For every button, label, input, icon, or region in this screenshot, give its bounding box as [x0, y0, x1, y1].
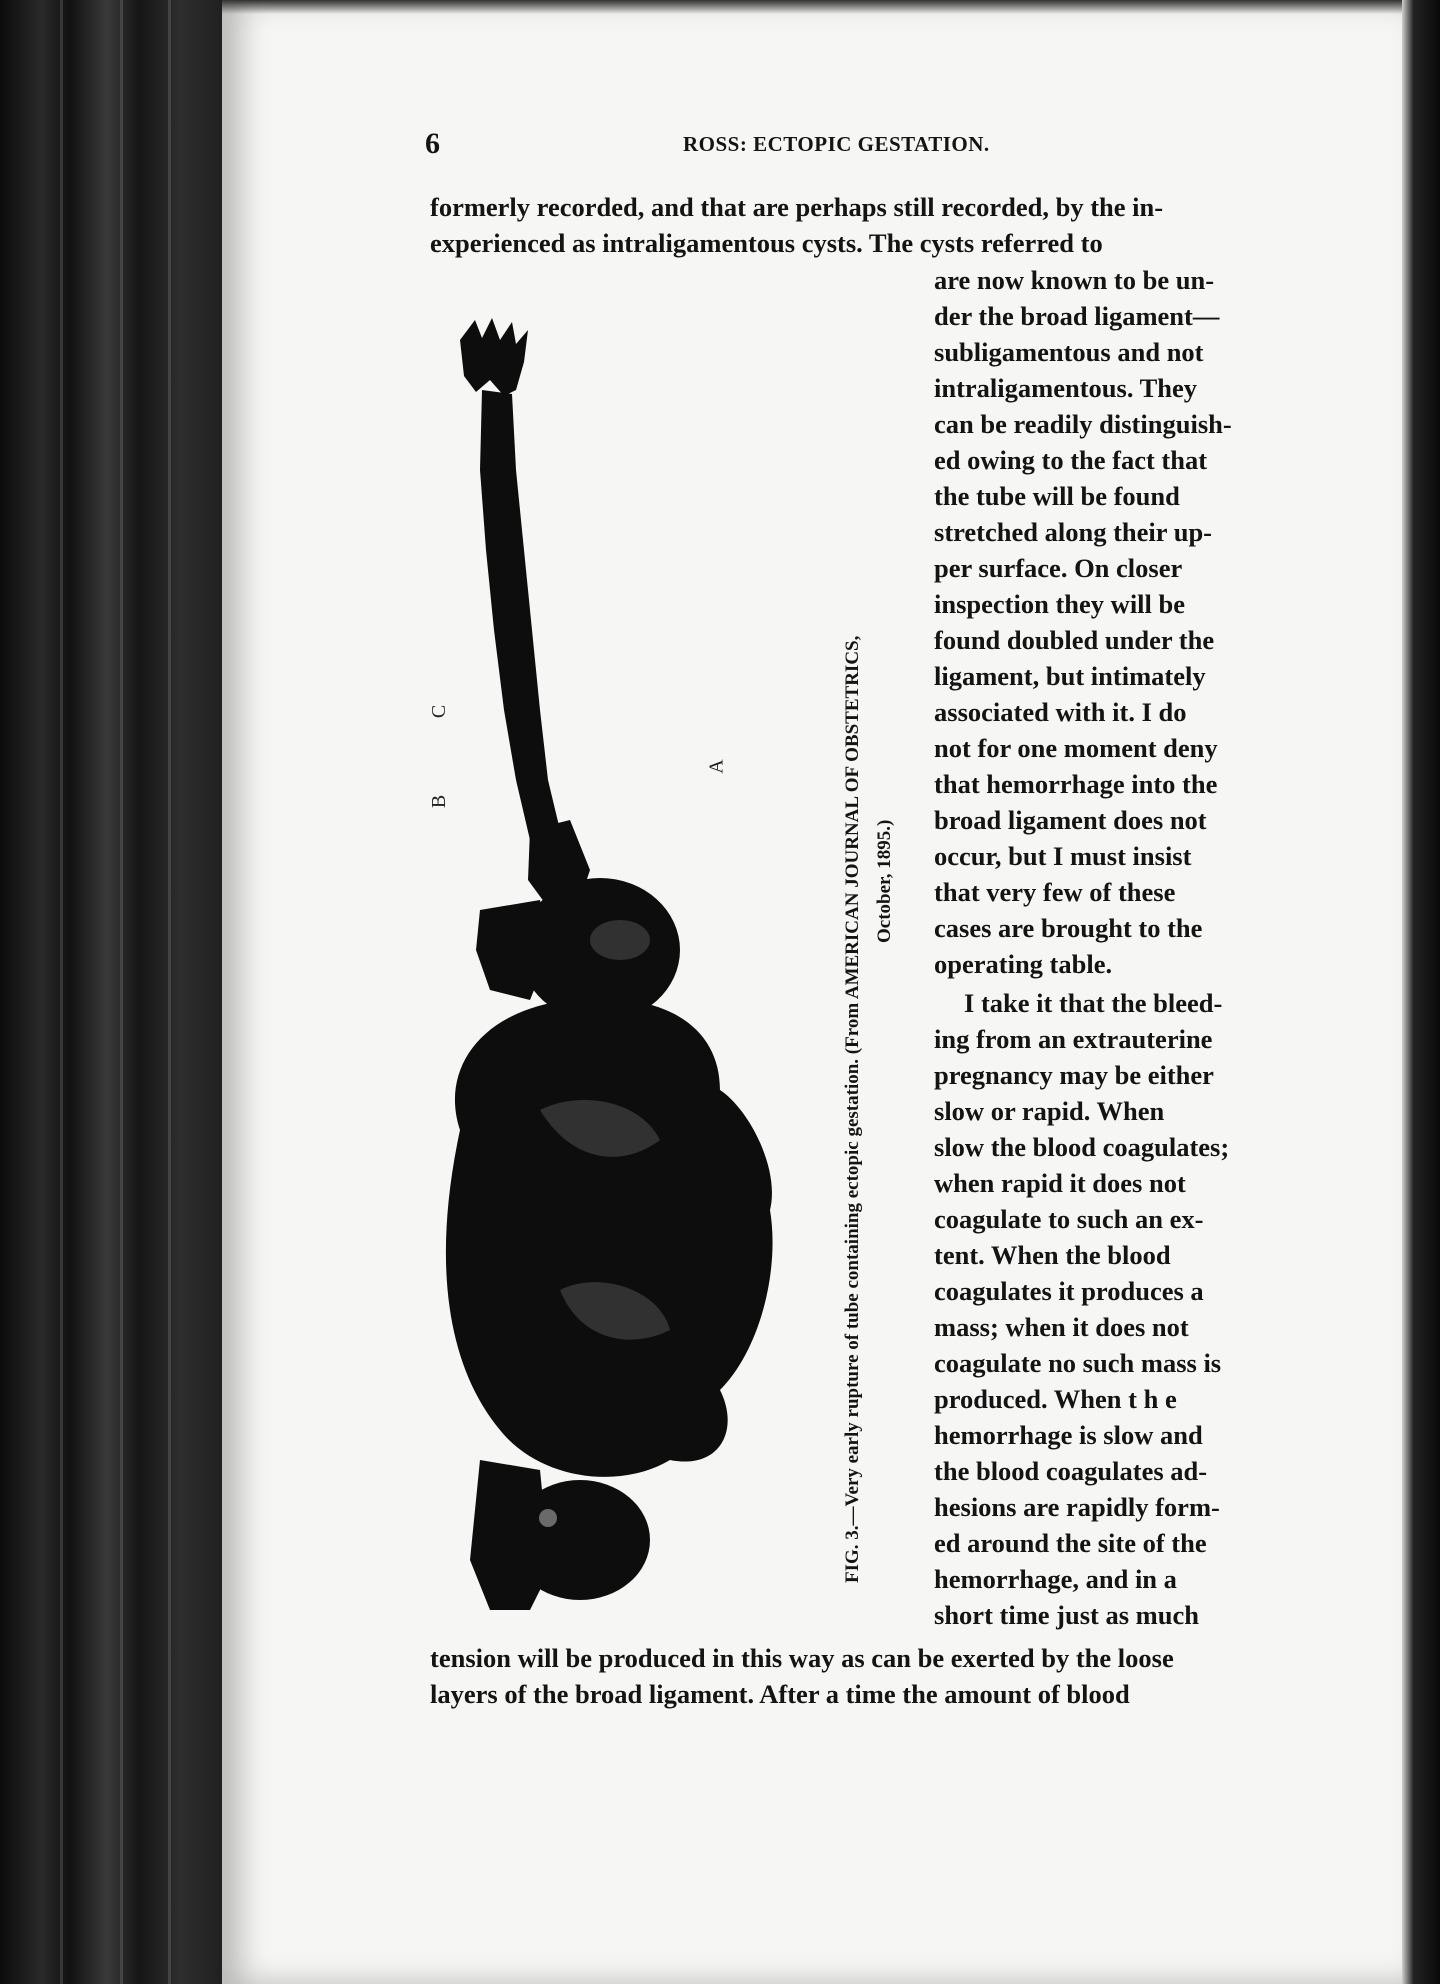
column-line: ing from an extrauterine: [934, 1024, 1213, 1054]
column-line: coagulates it produces a: [934, 1276, 1204, 1306]
specimen-illustration: [420, 310, 850, 1610]
column-line: cases are brought to the: [934, 913, 1203, 943]
column-line: slow the blood coagulates;: [934, 1132, 1230, 1162]
column-line: produced. When t h e: [934, 1384, 1177, 1414]
column-line: I take it that the bleed-: [964, 988, 1223, 1018]
column-line: inspection they will be: [934, 589, 1186, 619]
body-line-top: experienced as intraligamentous cysts. The cysts referred to: [430, 228, 1103, 258]
column-line: pregnancy may be either: [934, 1060, 1214, 1090]
column-line: can be readily distinguish-: [934, 409, 1232, 439]
column-line: that hemorrhage into the: [934, 769, 1218, 799]
column-line: found doubled under the: [934, 625, 1215, 655]
column-line: the tube will be found: [934, 481, 1180, 511]
column-line: coagulate no such mass is: [934, 1348, 1222, 1378]
column-line: intraligamentous. They: [934, 373, 1198, 403]
column-line: when rapid it does not: [934, 1168, 1186, 1198]
column-line: short time just as much: [934, 1600, 1199, 1630]
column-line: der the broad ligament—: [934, 301, 1220, 331]
page-top-shadow: [222, 0, 1404, 14]
binding-edge-line: [168, 0, 171, 1984]
column-line: the blood coagulates ad-: [934, 1456, 1208, 1486]
column-line: hesions are rapidly form-: [934, 1492, 1220, 1522]
column-line: slow or rapid. When: [934, 1096, 1165, 1126]
figure-caption: [842, 303, 912, 1583]
page-number: 6: [425, 127, 440, 160]
column-line: not for one moment deny: [934, 733, 1218, 763]
column-line: broad ligament does not: [934, 805, 1207, 835]
figure-caption-line: October, 1895.): [874, 819, 895, 943]
book-binding: [0, 0, 232, 1984]
binding-edge-line: [60, 0, 63, 1984]
column-line: tent. When the blood: [934, 1240, 1171, 1270]
column-line: ligament, but intimately: [934, 661, 1206, 691]
column-line: hemorrhage is slow and: [934, 1420, 1203, 1450]
column-line: are now known to be un-: [934, 265, 1215, 295]
figure-caption-line: FIG. 3.—Very early rupture of tube containing ectopic gestation. (From AMERICAN JOURNAL OF OBSTETRICS,: [842, 635, 863, 1583]
specimen-shape: [446, 318, 773, 1610]
column-line: subligamentous and not: [934, 337, 1204, 367]
figure-label: C: [428, 704, 451, 719]
column-line: mass; when it does not: [934, 1312, 1189, 1342]
column-line: ed owing to the fact that: [934, 445, 1208, 475]
column-line: ed around the site of the: [934, 1528, 1207, 1558]
body-line-bottom: layers of the broad ligament. After a time the amount of blood: [430, 1679, 1130, 1709]
binding-edge-line: [120, 0, 123, 1984]
specimen-nodule: [500, 1470, 610, 1580]
column-line: that very few of these: [934, 877, 1176, 907]
column-line: stretched along their up-: [934, 517, 1213, 547]
column-line: coagulate to such an ex-: [934, 1204, 1204, 1234]
column-line: hemorrhage, and in a: [934, 1564, 1177, 1594]
column-line: operating table.: [934, 949, 1113, 979]
column-line: per surface. On closer: [934, 553, 1183, 583]
column-line: occur, but I must insist: [934, 841, 1192, 871]
column-line: associated with it. I do: [934, 697, 1187, 727]
running-head: ROSS: ECTOPIC GESTATION.: [683, 132, 990, 156]
figure-label: B: [428, 794, 451, 809]
body-line-bottom: tension will be produced in this way as can be exerted by the loose: [430, 1643, 1174, 1673]
page-right-edge: [1402, 0, 1440, 1984]
figure-label: A: [705, 759, 728, 774]
body-line-top: formerly recorded, and that are perhaps still recorded, by the in-: [430, 192, 1164, 222]
